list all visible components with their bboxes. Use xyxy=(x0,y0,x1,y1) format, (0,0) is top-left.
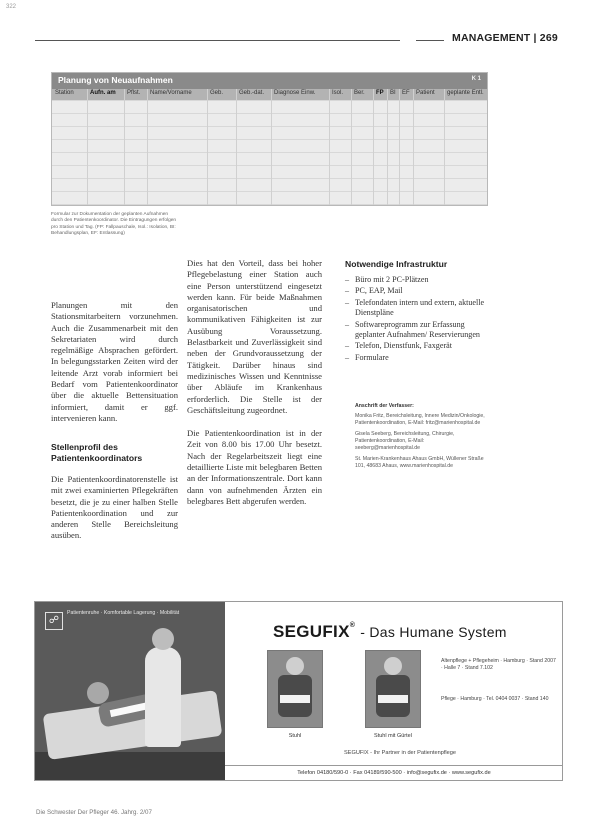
table-title-text: Planung von Neuaufnahmen xyxy=(58,75,173,85)
infrastructure-list xyxy=(345,275,485,364)
ad-photo-nurse xyxy=(145,647,181,747)
table-header-cell: FP xyxy=(376,90,384,96)
header-rule xyxy=(35,40,400,41)
ad-footer: SEGUFIX - Ihr Partner in der Patientenpflege xyxy=(344,750,456,756)
table-column-divider xyxy=(351,89,352,205)
list-item: – Telefondaten intern und extern, aktuelle Dienstpläne xyxy=(345,298,485,319)
author-block: St. Marien-Krankenhaus Ahaus GmbH, Wüllener Straße 101, 48683 Ahaus, www.marienhospital.de xyxy=(355,456,484,469)
table-header-cell: Diagnose Einw. xyxy=(274,90,316,96)
ad-brand xyxy=(273,622,507,642)
author-block: Monika Fritz, Bereichsleitung, Innere Medizin/Onkologie, Patientenkoordination, E-Mail: fritz@marienhospital.de xyxy=(355,413,485,426)
table-column-divider xyxy=(207,89,208,205)
table-column-divider xyxy=(399,89,400,205)
ad-address-1: Altenpflege + Pflegeheim · Hamburg · Stand 2007 · Halle 7 · Stand 7.102 xyxy=(441,658,556,671)
table-header-cell: Aufn. am xyxy=(90,90,116,96)
table-header-cell: geplante Entl. xyxy=(447,90,484,96)
ad-photo-nurse-head xyxy=(152,628,174,650)
table-column-divider xyxy=(271,89,272,205)
paragraph: Dies hat den Vorteil, dass bei hoher Pflegebelastung einer Station auch eine Person unterstützend eingesetzt werden kann. Für beide Maßnahmen organisatorischen und kommunikativen Fähigkeiten ist zur Ausübung Voraussetzung. Belastbarkeit und Zuverlässigkeit sind neben der Grundvoraussetzung der Tätigkeit. Darüber hinaus sind medizinisches Wissen und Kenntnisse über Abläufe im Krankenhaus erforderlich. Die Stelle ist der Geschäftsleitung zugeordnet. xyxy=(187,258,322,415)
table-header-cell: EF xyxy=(402,90,410,96)
table-header-row xyxy=(52,89,487,100)
ad-contact-bar: Telefon 04180/590-0 · Fax 04189/590-500 · info@segufix.de · www.segufix.de xyxy=(225,765,563,780)
ad-label-left: Stuhl xyxy=(288,733,302,739)
paragraph: Die Patientenkoordination ist in der Zeit von 8.00 bis 17.00 Uhr besetzt. Nach der Regelarbeitszeit liegt eine detaillierte Liste mit belegbaren Betten an der Informationszentrale. Dort kann dann von aufnehmenden Ärzten ein belegbares Bett abgerufen werden. xyxy=(187,428,322,506)
table-column-divider xyxy=(387,89,388,205)
list-item: – Softwareprogramm zur Erfassung geplanter Aufnahmen/ Reservierungen xyxy=(345,320,485,341)
list-item: – Büro mit 2 PC-Plätzen xyxy=(345,275,485,285)
table-column-divider xyxy=(329,89,330,205)
table-number: K 1 xyxy=(471,76,481,82)
table-header-cell: Ber. xyxy=(354,90,365,96)
table-caption: Formular zur Dokumentation der geplanten Aufnahmen durch den Patientenkoordinator. Die Eintragungen erfolgen pro Station und Tag. (FP: Fallpauschale, Isol.: Isolation, BI: Behandlungsplan, EF: Entlassung) xyxy=(51,212,177,236)
ad-model-belt xyxy=(280,695,310,703)
ad-brand-tagline: - Das Humane System xyxy=(360,624,507,640)
ad-photo-patient-head xyxy=(87,682,109,704)
ad-photo xyxy=(35,602,225,780)
page-corner-mark: 322 xyxy=(6,4,17,10)
author-address-title: Anschrift der Verfasser: xyxy=(355,403,414,409)
table-header-cell: Station xyxy=(55,90,74,96)
table-column-divider xyxy=(413,89,414,205)
table-header-cell: Pflst. xyxy=(127,90,141,96)
table-column-divider xyxy=(236,89,237,205)
table-header-cell: BI xyxy=(390,90,396,96)
table-column-divider xyxy=(147,89,148,205)
table-header-cell: Name/Vorname xyxy=(150,90,192,96)
list-item: – Formulare xyxy=(345,353,485,363)
subheading-infrastructure: Notwendige Infrastruktur xyxy=(345,259,448,269)
table-column-divider xyxy=(124,89,125,205)
lock-icon: ☍ xyxy=(45,612,63,630)
ad-label-right: Stuhl mit Gürtel xyxy=(374,733,412,739)
page-footer: Die Schwester Der Pfleger 46. Jahrg. 2/07 xyxy=(36,809,152,816)
advertisement xyxy=(34,601,563,781)
article-column-2 xyxy=(187,258,322,507)
article-column-1: Planungen mit den Stationsmitarbeitern vorzunehmen. Auch die Zusammenarbeit mit den Sekretariaten wird durch regelmäßige Absprachen gefördert. In belegungsstarken Zeiten wird der leitende Arzt vorab informiert bei Bedarf vom Patientenkoordinator über die aktuelle Bettensituation informiert, damit er ggf. intervenieren kann. xyxy=(51,300,178,423)
ad-product-photo-right xyxy=(365,650,421,728)
ad-model-belt xyxy=(378,695,408,703)
author-block: Gisela Seeberg, Bereichsleitung, Chirurgie, Patientenkoordination, E-Mail: seeberg@marienhospital.de xyxy=(355,431,455,451)
table-title xyxy=(52,73,487,89)
table-body xyxy=(52,100,487,205)
section-header: MANAGEMENT | 269 xyxy=(452,32,558,44)
author-address xyxy=(355,403,485,474)
header-rule-short xyxy=(416,40,444,41)
subheading-job-profile: Stellenprofil des Patientenkoordinators xyxy=(51,442,143,463)
ad-brand-registered: ® xyxy=(349,622,356,629)
article-column-1-continued: Die Patientenkoordinatorenstelle ist mit zwei examinierten Pflegekräften besetzt, die je zu einer halben Stelle Patientenkoordination und zur anderen Stelle Bereichsleitung ausüben. xyxy=(51,474,178,541)
ad-photo-text: Patientenruhe · Komfortable Lagerung · Mobilität xyxy=(67,610,180,616)
table-column-divider xyxy=(444,89,445,205)
ad-product-photo-left xyxy=(267,650,323,728)
table-column-divider xyxy=(87,89,88,205)
table-header-cell: Geb. xyxy=(210,90,224,96)
list-item: – Telefon, Dienstfunk, Faxgerät xyxy=(345,341,485,351)
table-header-cell: Geb.-dat. xyxy=(239,90,265,96)
table-column-divider xyxy=(373,89,374,205)
ad-model-head xyxy=(286,657,304,675)
planning-table xyxy=(51,72,488,206)
ad-address-2: Pflege · Hamburg · Tel. 0404 0037 · Stand 140 xyxy=(441,696,549,702)
table-header-cell: Isol. xyxy=(332,90,344,96)
ad-brand-name: SEGUFIX xyxy=(273,622,350,641)
ad-model-head xyxy=(384,657,402,675)
list-item: – PC, EAP, Mail xyxy=(345,286,485,296)
table-header-cell: Patient xyxy=(416,90,435,96)
